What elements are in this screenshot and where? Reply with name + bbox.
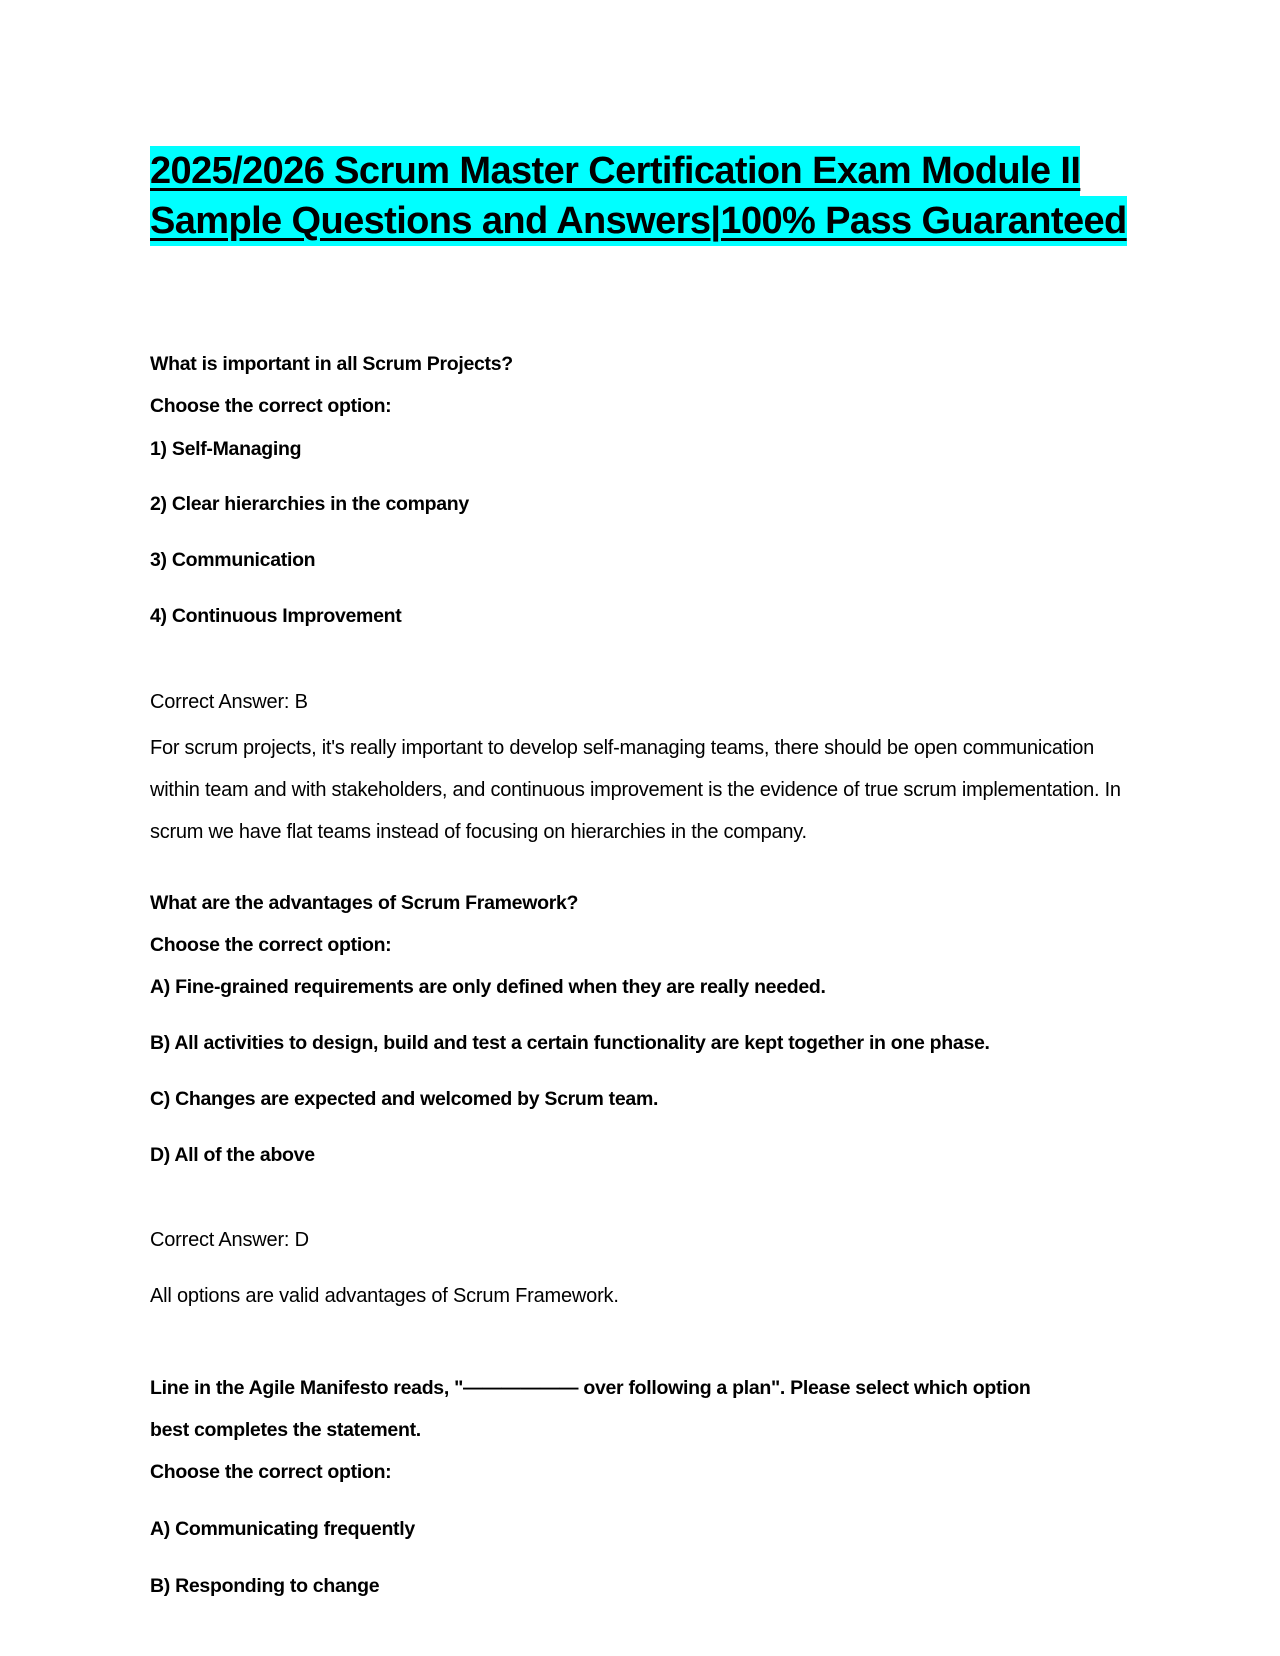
answer-option: C) Changes are expected and welcomed by Scrum team. [150, 1088, 659, 1110]
answer-option: 4) Continuous Improvement [150, 605, 402, 627]
answer-option: 2) Clear hierarchies in the company [150, 493, 469, 515]
document-title [150, 146, 1127, 246]
question-prompt: Choose the correct option: [150, 1461, 392, 1483]
answer-option: 1) Self-Managing [150, 438, 302, 460]
answer-explanation: For scrum projects, it's really important to develop self-managing teams, there should be open communication within team and with stakeholders, and continuous improvement is the evidence of true scrum implementation. In scrum we have flat teams instead of focusing on hierarchies in the company. [150, 737, 1121, 843]
question-prompt: Choose the correct option: [150, 934, 392, 956]
answer-option: A) Fine-grained requirements are only defined when they are really needed. [150, 976, 826, 998]
answer-option: D) All of the above [150, 1144, 315, 1166]
answer-explanation: All options are valid advantages of Scrum Framework. [150, 1285, 619, 1307]
question-text: What is important in all Scrum Projects? [150, 353, 513, 375]
question-text-line-2: best completes the statement. [150, 1419, 421, 1441]
answer-option: A) Communicating frequently [150, 1518, 415, 1540]
answer-option: 3) Communication [150, 549, 316, 571]
answer-option: B) Responding to change [150, 1575, 380, 1597]
question-prompt: Choose the correct option: [150, 395, 392, 417]
title-line-2: Sample Questions and Answers|100% Pass Guaranteed [150, 196, 1127, 246]
question-text-line-1: Line in the Agile Manifesto reads, "—————— over following a plan". Please select which option [150, 1377, 1031, 1399]
answer-option: B) All activities to design, build and test a certain functionality are kept together in one phase. [150, 1032, 990, 1054]
correct-answer: Correct Answer: B [150, 691, 308, 713]
question-text: What are the advantages of Scrum Framework? [150, 892, 579, 914]
correct-answer: Correct Answer: D [150, 1229, 309, 1251]
title-line-1: 2025/2026 Scrum Master Certification Exam Module II [150, 146, 1080, 196]
